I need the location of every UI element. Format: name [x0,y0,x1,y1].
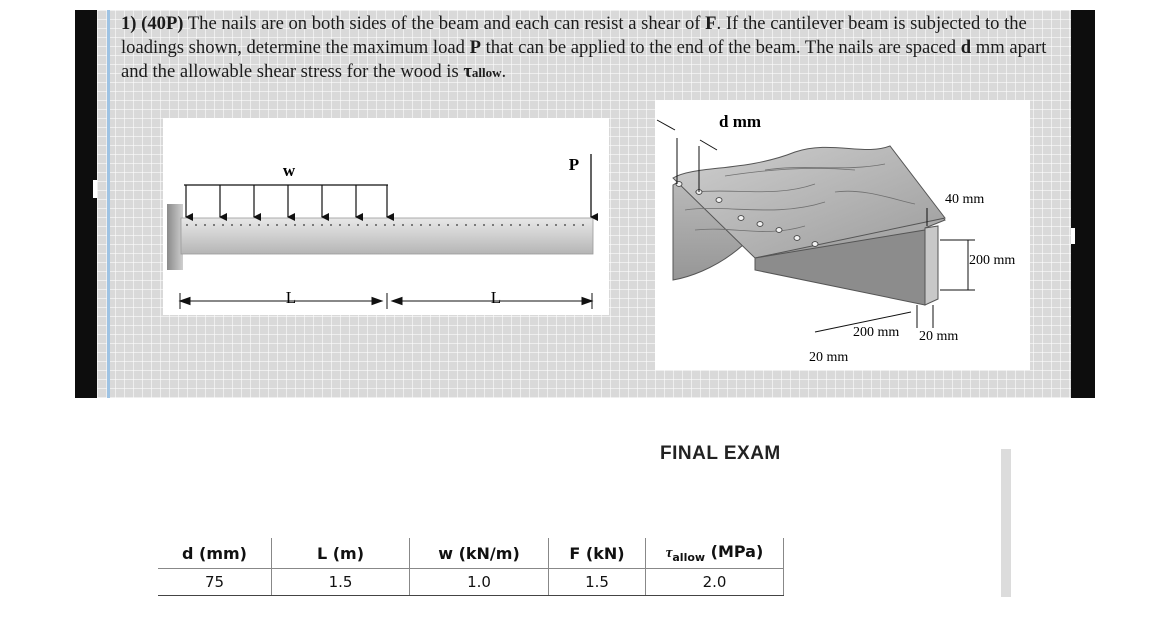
tau-symbol: τ [665,545,673,561]
cell-w: 1.0 [410,569,549,596]
cell-L: 1.5 [272,569,410,596]
cell-tau: 2.0 [646,569,784,596]
flange-thickness-label: 40 mm [945,192,985,207]
cell-d: 75 [158,569,272,596]
span-label-right: L [490,288,502,307]
tau-unit: (MPa) [710,542,764,561]
web-height-label: 200 mm [969,253,1016,268]
distributed-load-label: w [282,161,296,180]
cell-F: 1.5 [549,569,646,596]
col-header-tau [646,538,784,569]
table-header-row [158,538,784,569]
end-face [925,226,938,305]
problem-points: (40P) [141,13,184,34]
right-bar-notch [1071,228,1075,244]
tau-subscript: allow [672,551,706,564]
flange-width-label: 200 mm [853,325,900,340]
panel-accent-line [107,10,110,398]
table-row [158,569,784,596]
right-edge-bar [1071,10,1095,398]
col-header-L: L (m) [272,538,410,569]
problem-text-part: mm apart and the allowable shear stress for the wood is [121,37,1047,82]
left-edge-bar [75,10,97,398]
problem-text-part: The nails are on both sides of the beam and each can resist a shear of [183,13,706,34]
cantilever-beam-figure [163,118,609,315]
web-thickness-label-right: 20 mm [919,329,959,344]
spacing-symbol: d [960,37,972,58]
problem-number: 1) [121,13,137,34]
spacing-label: d mm [719,112,762,131]
point-load-label: P [568,155,580,174]
given-data-table [158,538,784,596]
col-header-w: w (kN/m) [410,538,549,569]
problem-text-part: . If the cantilever beam is subjected to the loadings shown, determine the maximum load [121,13,1027,58]
distributed-load-arrows [186,185,387,217]
problem-statement [121,12,1061,85]
col-header-d: d (mm) [158,538,272,569]
col-header-F: F (kN) [549,538,646,569]
tau-subscript: allow [471,65,502,80]
problem-text-part: that can be applied to the end of the beam. The nails are spaced [480,37,961,58]
vertical-scrollbar[interactable] [1001,449,1011,597]
problem-text-part: . [501,61,507,82]
span-label-left: L [285,288,297,307]
beam-body [181,218,593,254]
nailed-beam-figure [655,100,1030,370]
exam-heading: FINAL EXAM [660,443,781,464]
web-thickness-label-left: 20 mm [809,350,849,365]
span-dimension-lines [180,293,592,309]
shear-force-symbol: F [705,13,717,34]
tau-symbol: τ [463,61,472,82]
load-symbol: P [469,37,481,58]
